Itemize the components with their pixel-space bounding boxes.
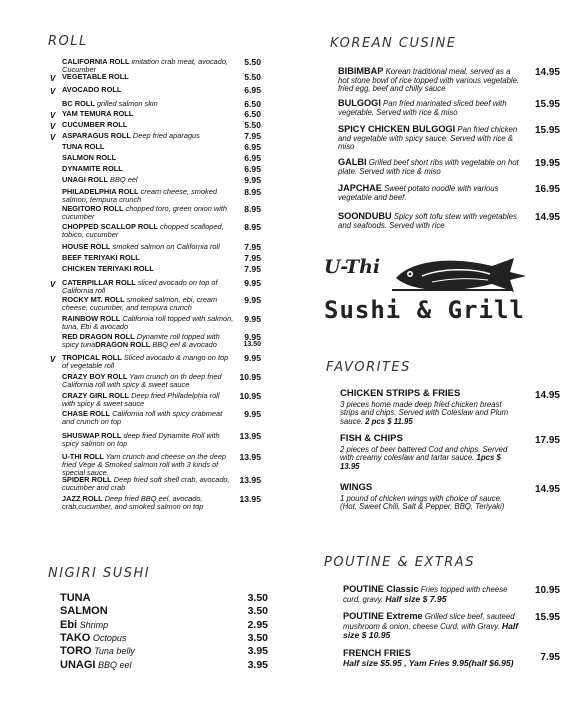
item-name: NEGITORO ROLL	[62, 204, 124, 213]
item-price: 13.95	[239, 475, 261, 485]
item-price: 15.95	[534, 99, 560, 110]
item-price: 13.95	[239, 431, 261, 441]
item-name: CHASE ROLL	[62, 409, 111, 418]
item-name: ROCKY MT. ROLL	[62, 295, 125, 304]
korean-item	[338, 125, 520, 152]
item-price: 15.95	[534, 125, 560, 136]
item-price: 3.50	[247, 605, 268, 617]
item-desc: Sweet potato noodle with various vegetable and beef.	[338, 184, 499, 202]
restaurant-logo	[324, 252, 544, 330]
item-price: 14.95	[534, 212, 560, 223]
item-price: 5.50	[244, 72, 261, 82]
item-price: 14.95	[534, 67, 560, 78]
item-price: 7.95	[244, 242, 261, 252]
item-price: 10.95	[534, 585, 560, 596]
item-name: HOUSE ROLL	[62, 242, 111, 251]
item-desc: chopped scalloped, tobico, cucumber	[62, 222, 224, 240]
item-name: TUNA	[60, 592, 91, 604]
item-name: TUNA ROLL	[62, 142, 105, 151]
item-name: TROPICAL ROLL	[62, 353, 122, 362]
favorite-item	[340, 484, 510, 512]
item-price: 13.50	[243, 341, 261, 348]
item-price: 7.95	[244, 264, 261, 274]
veg-marker: V	[50, 133, 56, 142]
item-desc: Sliced avocado & mango on top of vegetable roll	[62, 353, 229, 371]
veg-marker: V	[50, 122, 56, 131]
fish-logo-icon	[392, 252, 532, 294]
item-price: 10.95	[239, 391, 261, 401]
item-price: 6.50	[244, 109, 261, 119]
logo-title-top: U-Thi	[324, 256, 381, 278]
item-price: 6.95	[244, 164, 261, 174]
item-name: TORO	[60, 645, 92, 657]
item-extra: 2 pcs $ 11.95	[365, 416, 413, 426]
item-desc: Octopus	[90, 633, 127, 643]
item-name: CHICKEN TERIYAKI ROLL	[62, 264, 154, 273]
item-name: POUTINE Extreme	[343, 611, 423, 621]
roll-item	[62, 223, 234, 239]
item-name: SPICY CHICKEN BULGOGI	[338, 124, 456, 134]
item-name: BC ROLL	[62, 99, 95, 108]
item-price: 3.95	[247, 645, 268, 657]
item-name: CRAZY BOY ROLL	[62, 372, 128, 381]
item-desc: smoked salmon, ebi, cream cheese, cucumber, and tempura crunch	[62, 295, 218, 313]
roll-item	[62, 432, 234, 448]
item-price: 14.95	[534, 484, 560, 495]
item-name: FRENCH FRIES	[343, 648, 411, 658]
item-name: TAKO	[60, 632, 91, 644]
item-name: UNAGI ROLL	[62, 175, 108, 184]
item-price: 9.95	[244, 314, 261, 324]
item-price: 16.95	[534, 184, 560, 195]
item-price: 7.95	[244, 253, 261, 263]
item-desc: 1 pound of chicken wings with choice of sauce. (Hot, Sweet Chili, Salt & Pepper, BBQ, Teriyaki)	[340, 493, 505, 512]
logo-title-bottom: Sushi & Grill	[324, 296, 525, 324]
item-desc: Deep fried soft shell crab, avocado, cucumber and crab	[62, 475, 230, 493]
roll-item	[62, 205, 234, 221]
item-desc: BBQ eel	[95, 660, 132, 670]
item-name: CRAZY GIRL ROLL	[62, 391, 130, 400]
item-desc: deep fried Dynamite Roll with spicy salmon on top	[62, 431, 220, 449]
roll-item	[62, 100, 234, 108]
roll-item	[62, 176, 234, 184]
item-price: 5.50	[244, 57, 261, 67]
veg-marker: V	[50, 111, 56, 120]
poutine-item	[343, 612, 525, 641]
nigiri-section-title: NIGIRI SUSHI	[48, 566, 151, 581]
item-price: 6.95	[244, 153, 261, 163]
item-desc: imitation crab meat, avocado, Cucumber	[62, 57, 229, 75]
roll-item	[62, 243, 234, 251]
item-desc: California roll topped with salmon, tuna, Ebi & avocado	[62, 314, 234, 332]
item-price: 15.95	[534, 612, 560, 623]
item-price: 3.50	[247, 592, 268, 604]
poutine-section-title: POUTINE & EXTRAS	[324, 555, 475, 570]
nigiri-item	[60, 619, 108, 631]
item-price: 9.95	[244, 295, 261, 305]
item-desc: cream cheese, smoked salmon, tempura crunch	[62, 187, 217, 205]
nigiri-item	[60, 632, 126, 644]
roll-section-title: ROLL	[48, 34, 88, 49]
veg-marker: V	[50, 87, 56, 96]
item-price: 3.50	[247, 632, 268, 644]
veg-marker: V	[50, 74, 56, 83]
item-price: 6.95	[244, 142, 261, 152]
item-price: 7.95	[540, 652, 560, 663]
item-name: WINGS	[340, 482, 373, 493]
item-price: 6.50	[244, 99, 261, 109]
item-price: 2.95	[247, 619, 268, 631]
item-price: 9.95	[244, 332, 261, 342]
item-name: AVOCADO ROLL	[62, 85, 122, 94]
item-price: 9.95	[244, 353, 261, 363]
roll-item	[62, 333, 234, 349]
roll-item	[62, 265, 234, 273]
item-name: SPIDER ROLL	[62, 475, 112, 484]
item-name: POUTINE Classic	[343, 584, 419, 594]
item-price: 9.95	[244, 175, 261, 185]
roll-item	[62, 165, 234, 173]
roll-item	[62, 392, 234, 408]
item-desc: Pan fried marinated sliced beef with vegetable. Served with rice & miso	[338, 99, 507, 117]
item-desc: Fries topped with cheese curd, gravy.	[343, 585, 508, 604]
roll-item	[62, 188, 234, 204]
roll-item	[62, 453, 234, 478]
item-price: 5.50	[244, 120, 261, 130]
korean-section-title: KOREAN CUSINE	[330, 36, 457, 51]
roll-item	[62, 410, 234, 426]
item-desc: chopped toro, green onion with cucumber	[62, 204, 227, 222]
roll-item	[62, 373, 234, 389]
item-desc: Spicy soft tofu stew with vegetables and seafoods. Served with rice	[338, 212, 517, 230]
roll-item	[62, 315, 234, 331]
favorite-item	[340, 390, 510, 426]
item-price: 6.95	[244, 85, 261, 95]
poutine-item	[343, 585, 525, 604]
item-desc: sliced avocado on top of California roll	[62, 278, 218, 296]
item-desc: Shrimp	[77, 620, 109, 630]
veg-marker: V	[50, 280, 56, 289]
item-name: CHOPPED SCALLOP ROLL	[62, 222, 158, 231]
item-price: 9.95	[244, 278, 261, 288]
item-desc: Yam crunch and cheese on the deep fried Vege & Smoked salmon roll with 3 kinds of special sauce.	[62, 452, 227, 478]
item-name: JAPCHAE	[338, 183, 382, 193]
item-price: 17.95	[534, 435, 560, 446]
item-name: JAZZ ROLL	[62, 494, 103, 503]
item-desc: Grilled slice beef, sauteed mushroom & onion, cheese Curd, with Gravy.	[343, 612, 515, 631]
roll-item	[62, 132, 234, 140]
item-price: 9.95	[244, 409, 261, 419]
item-desc: Deep fried Philadelphia roll with spicy & sweet sauce	[62, 391, 220, 409]
item-price: 10.95	[239, 372, 261, 382]
item-desc: grilled salmon skin	[94, 99, 158, 108]
item-name: BEEF TERIYAKI ROLL	[62, 253, 140, 262]
item-half: Half size $ 10.95	[343, 620, 519, 641]
item-name: BULGOGI	[338, 98, 381, 108]
veg-marker: V	[50, 355, 56, 364]
item-desc: Deep fried aparagus	[130, 131, 200, 140]
item-name: CATERPILLAR ROLL	[62, 278, 136, 287]
item-desc: California roll with spicy crabmeat and crunch on top	[62, 409, 223, 427]
item-name: GALBI	[338, 157, 367, 167]
nigiri-item	[60, 592, 91, 604]
favorite-item	[340, 435, 510, 471]
item-price: 13.95	[239, 494, 261, 504]
item-name: RED DRAGON ROLL	[62, 332, 135, 341]
item-desc: 2 pieces of beer battered Cod and chips. Served with creamy coleslaw and tartar sauce.	[340, 444, 508, 463]
item-price: 14.95	[534, 390, 560, 401]
roll-item	[62, 143, 234, 151]
item-desc: Grilled beef short ribs with vegetable on hot plate. Served with rice & miso	[338, 158, 519, 176]
item-half: Half size $5.95 , Yam Fries 9.95(half $6.95)	[343, 657, 514, 668]
item-price: 3.95	[247, 659, 268, 671]
item-name: PHILADELPHIA ROLL	[62, 187, 139, 196]
item-price: 8.95	[244, 204, 261, 214]
item-name: BIBIMBAP	[338, 66, 384, 76]
item-name: FISH & CHIPS	[340, 433, 403, 444]
korean-item	[338, 67, 520, 94]
item-name: VEGETABLE ROLL	[62, 72, 129, 81]
item-name: CALIFORNIA ROLL	[62, 57, 130, 66]
roll-item	[62, 354, 234, 370]
roll-item	[62, 495, 234, 511]
item-extra: 1pcs $ 13.95	[340, 453, 501, 471]
item-name: U-THI ROLL	[62, 452, 104, 461]
item-price: 8.95	[244, 222, 261, 232]
item-name: DRAGON ROLL	[95, 340, 151, 350]
roll-item	[62, 476, 234, 492]
roll-item	[62, 110, 234, 118]
roll-item	[62, 296, 234, 312]
korean-item	[338, 184, 520, 202]
roll-item	[62, 121, 234, 129]
item-name: UNAGI	[60, 659, 96, 671]
item-half: Half size $ 7.95	[385, 593, 447, 604]
roll-item	[62, 86, 234, 94]
item-name: SHUSWAP ROLL	[62, 431, 122, 440]
nigiri-item	[60, 605, 108, 617]
item-price: 19.95	[534, 158, 560, 169]
item-desc: BBQ eel & avocado	[150, 340, 217, 350]
item-desc: Deep fried BBQ eel, avocado, crab,cucumber, and smoked salmon on top	[62, 494, 204, 512]
item-name: SALMON ROLL	[62, 153, 117, 162]
korean-item	[338, 158, 520, 176]
roll-item	[62, 73, 234, 81]
item-desc: Dynamite roll topped with spicy tuna	[62, 332, 220, 350]
item-desc: smoked salmon on California roll	[110, 242, 220, 251]
item-price: 13.95	[239, 452, 261, 462]
favorites-section-title: FAVORITES	[326, 360, 411, 375]
korean-item	[338, 212, 520, 230]
item-name: SALMON	[60, 605, 108, 617]
item-desc: Pan fried chicken and vegetable with spicy sauce. Served with rice & miso	[338, 125, 518, 152]
item-desc: BBQ eel	[107, 175, 138, 184]
roll-item	[62, 254, 234, 262]
item-desc: Tuna belly	[91, 646, 135, 656]
item-price: 8.95	[244, 187, 261, 197]
item-name: CHICKEN STRIPS & FRIES	[340, 388, 461, 399]
item-name: CUCUMBER ROLL	[62, 120, 128, 129]
nigiri-item	[60, 659, 131, 671]
item-name: Ebi	[60, 619, 78, 631]
item-name: ASPARAGUS ROLL	[62, 131, 131, 140]
korean-item	[338, 99, 520, 117]
item-desc: Korean traditional meal, served as a hot stone bowl of rice topped with various vegetable, fried egg, beef and chilly sauce	[338, 67, 520, 94]
item-name: SOONDUBU	[338, 211, 392, 221]
item-desc: Yam crunch on th deep fried California roll with spicy & sweet sauce	[62, 372, 222, 390]
item-name: YAM TEMURA ROLL	[62, 109, 134, 118]
roll-item	[62, 279, 234, 295]
item-price: 7.95	[244, 131, 261, 141]
item-desc: 3 pieces home made deep fried chicken breast strips and chips. Served with Coleslaw and Plum sauce.	[340, 399, 509, 426]
poutine-item	[343, 649, 525, 667]
item-name: DYNAMITE ROLL	[62, 164, 123, 173]
roll-item	[62, 154, 234, 162]
item-name: RAINBOW ROLL	[62, 314, 121, 323]
nigiri-item	[60, 645, 135, 657]
